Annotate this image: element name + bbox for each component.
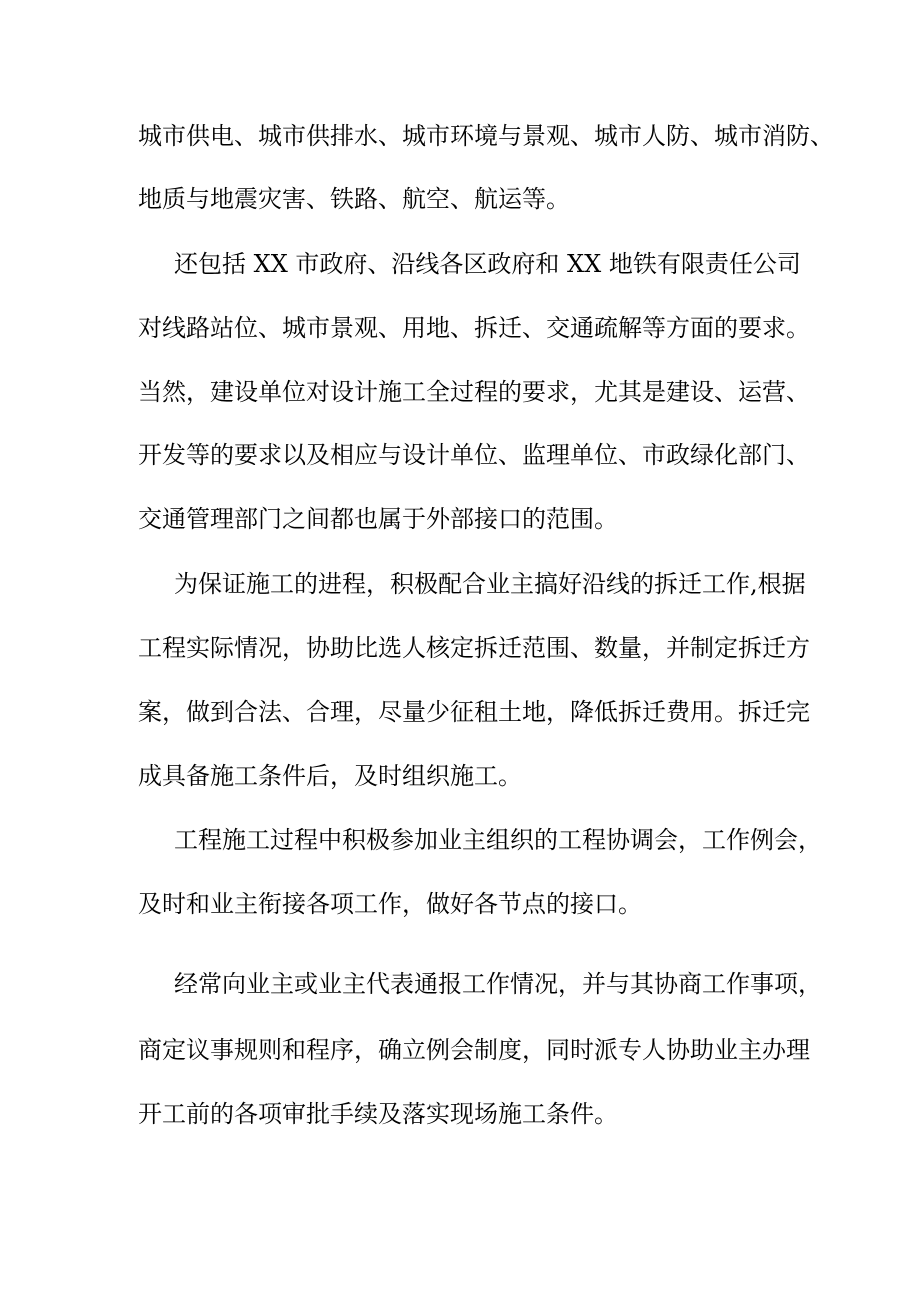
paragraph-line: 案，做到合法、合理，尽量少征租土地，降低拆迁费用。拆迁完: [138, 698, 810, 726]
paragraph-line: 当然，建设单位对设计施工全过程的要求，尤其是建设、运营、: [138, 378, 810, 406]
paragraph-line: 经常向业主或业主代表通报工作情况，并与其协商工作事项，: [174, 970, 822, 998]
paragraph-line: 及时和业主衔接各项工作，做好各节点的接口。: [138, 890, 642, 918]
paragraph-line: 地质与地震灾害、铁路、航空、航运等。: [138, 185, 570, 213]
paragraph-line: 对线路站位、城市景观、用地、拆迁、交通疏解等方面的要求。: [138, 314, 810, 342]
paragraph-line: 成具备施工条件后，及时组织施工。: [138, 762, 522, 790]
paragraph-line: 还包括 XX 市政府、沿线各区政府和 XX 地铁有限责任公司: [174, 250, 801, 278]
paragraph-line: 交通管理部门之间都也属于外部接口的范围。: [138, 505, 618, 533]
paragraph-line: 为保证施工的进程，积极配合业主搞好沿线的拆迁工作,根据: [174, 570, 806, 598]
paragraph-line: 开发等的要求以及相应与设计单位、监理单位、市政绿化部门、: [138, 441, 810, 469]
paragraph-line: 城市供电、城市供排水、城市环境与景观、城市人防、城市消防、: [138, 122, 834, 150]
paragraph-line: 开工前的各项审批手续及落实现场施工条件。: [138, 1100, 618, 1128]
paragraph-line: 商定议事规则和程序，确立例会制度，同时派专人协助业主办理: [138, 1036, 810, 1064]
paragraph-line: 工程施工过程中积极参加业主组织的工程协调会，工作例会，: [174, 826, 822, 854]
paragraph-line: 工程实际情况，协助比选人核定拆迁范围、数量，并制定拆迁方: [138, 634, 810, 662]
